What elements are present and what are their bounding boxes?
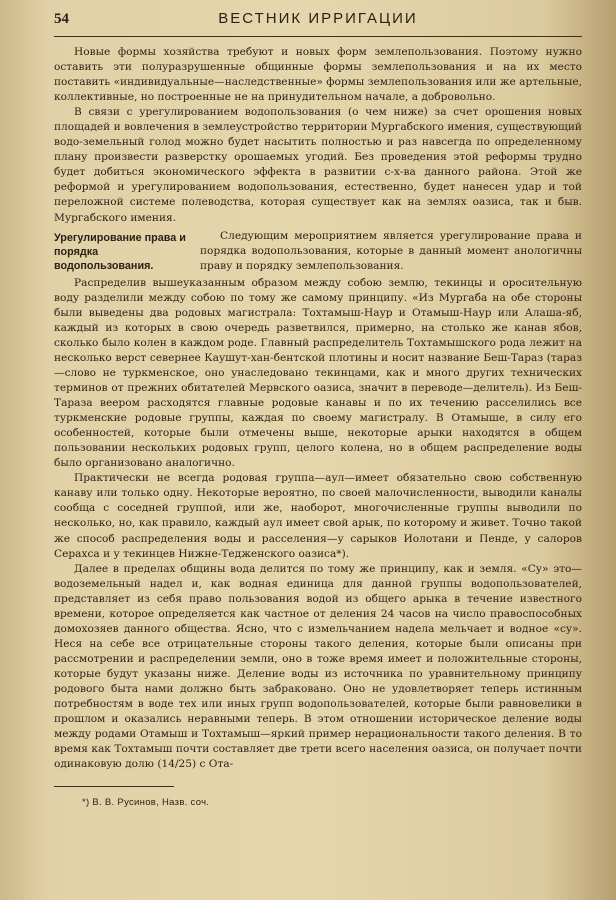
footnote-divider [54,786,174,787]
paragraph-water-distribution: Распределив вышеуказанным образом между собою землю, текинцы и оросительную воду разделили между собою по тому же самому принципу. «Из Мургаба на обе стороны были выведены два родовых магистрала: Тохтамыш-Наур и Отамыш-Наур или Алаша-яб, каждый из которых в свою очередь разветвился, примерно, на столько же канав ябов, сколько было колен в каждом роде. Главный распределитель Тохтамышского рода лежит на несколько верст севернее Каушут-хан-бентской плотины и носит название Беш-Тараз (тараз—слово не туркменское, оно унаследовано текинцами, как и много других технических терминов от прежних обитателей Мервского оазиса, значит в переводе—делитель). Из Беш-Тараза веером расходятся главные родовые канавы и по их течению расселились все туркменские родовые группы, каждая по своему магистралу. В Отамыше, в силу его особенностей, которые были отмечены выше, некоторые арыки находятся в общем пользовании нескольких родовых групп, целого колена, но в общем распределение воды было организовано аналогично. [54,276,582,470]
paragraph-water-regulation: В связи с урегулированием водопользования (о чем ниже) за счет орошения новых площадей и вовлечения в землеустройство территории Мургабского имения, существующий водо-земельный голод можно будет насытить полностью и раз навсегда по определенному плану произвести разверстку орошаемых угодий. Без проведения этой реформы трудно будет добиться экономического эффекта в развитии с-х-ва данного района. Этой же реформой и урегулированием водопользования, естественно, будет нанесен удар и той переложной системе полеводства, которая существует как на землях оазиса, так и быв. Мургабского имения. [54,106,582,224]
footnote: *) В. В. Русинов, Назв. соч. [82,797,210,809]
journal-title: ВЕСТНИК ИРРИГАЦИИ [218,10,418,27]
paragraph-clan-canals: Практически не всегда родовая группа—аул—имеет обязательно свою собственную канаву или только одну. Некоторые вероятно, по своей малочисленности, выводили каналы сообща с соседней группой, или же, наоборот, многочисленные группы выводили по несколько, но, как правило, каждый аул имеет свой арык, по которому и живет. Точно такой же способ распределения воды и расселения—у сарыков Иолотани и Пенде, у салоров Серахса и у текинцев Нижне-Теджeнского оазиса*). [54,472,582,560]
section-intro-text: Следующим мероприятием является урегулирование права и порядка водопользования, которые в данный момент анологичны праву и порядку землепользования. [200,229,582,272]
page-number: 54 [54,11,69,27]
page-header [54,10,582,37]
paragraph-su-allotment: Далее в пределах общины вода делится по тому же принципу, как и земля. «Су» это—водоземельный надел и, как водная единица для данной группы водопользователей, представляет из себя право пользования водой из общего арыка в течение известного времени, которое определяется как частное от деления 24 часов на число правоспособных домохозяев данного общества. Ясно, что с измельчанием надела мельчает и водное «су». Неся на себе все отрицательные стороны такого деления, которые были описаны при рассмотрении и распределении земли, оно в тоже время имеет и положительные стороны, которые будут указаны ниже. Деление воды из источника по уравнительному принципу родового быта нами должно быть забраковано. Оно не удовлетворяет теперь истинным потребностям в воде тех или иных групп водопользователей, которые были равновелики в прошлом и оказались неравными теперь. В этом отношении историческое деление воды между родами Отамыш и Тохтамыш—яркий пример нерациональности такого деления. В то время как Тохтамыш почти составляет две трети всего населения оазиса, он получает почти одинаковую долю (14/25) с Ота- [54,562,582,771]
article-body [54,45,582,772]
paragraph-land-forms: Новые формы хозяйства требуют и новых форм землепользования. Поэтому нужно оставить эти полуразрушенные общинные формы землепользования и на их место поставить «индивидуальные—наследственные» формы землепользования или же артельные, коллективные, но построенные не на принудительном начале, а добровольно. [54,46,583,104]
section-water-rights [54,229,582,274]
section-heading: Урегулирование права и порядка водопользования. [54,231,186,272]
